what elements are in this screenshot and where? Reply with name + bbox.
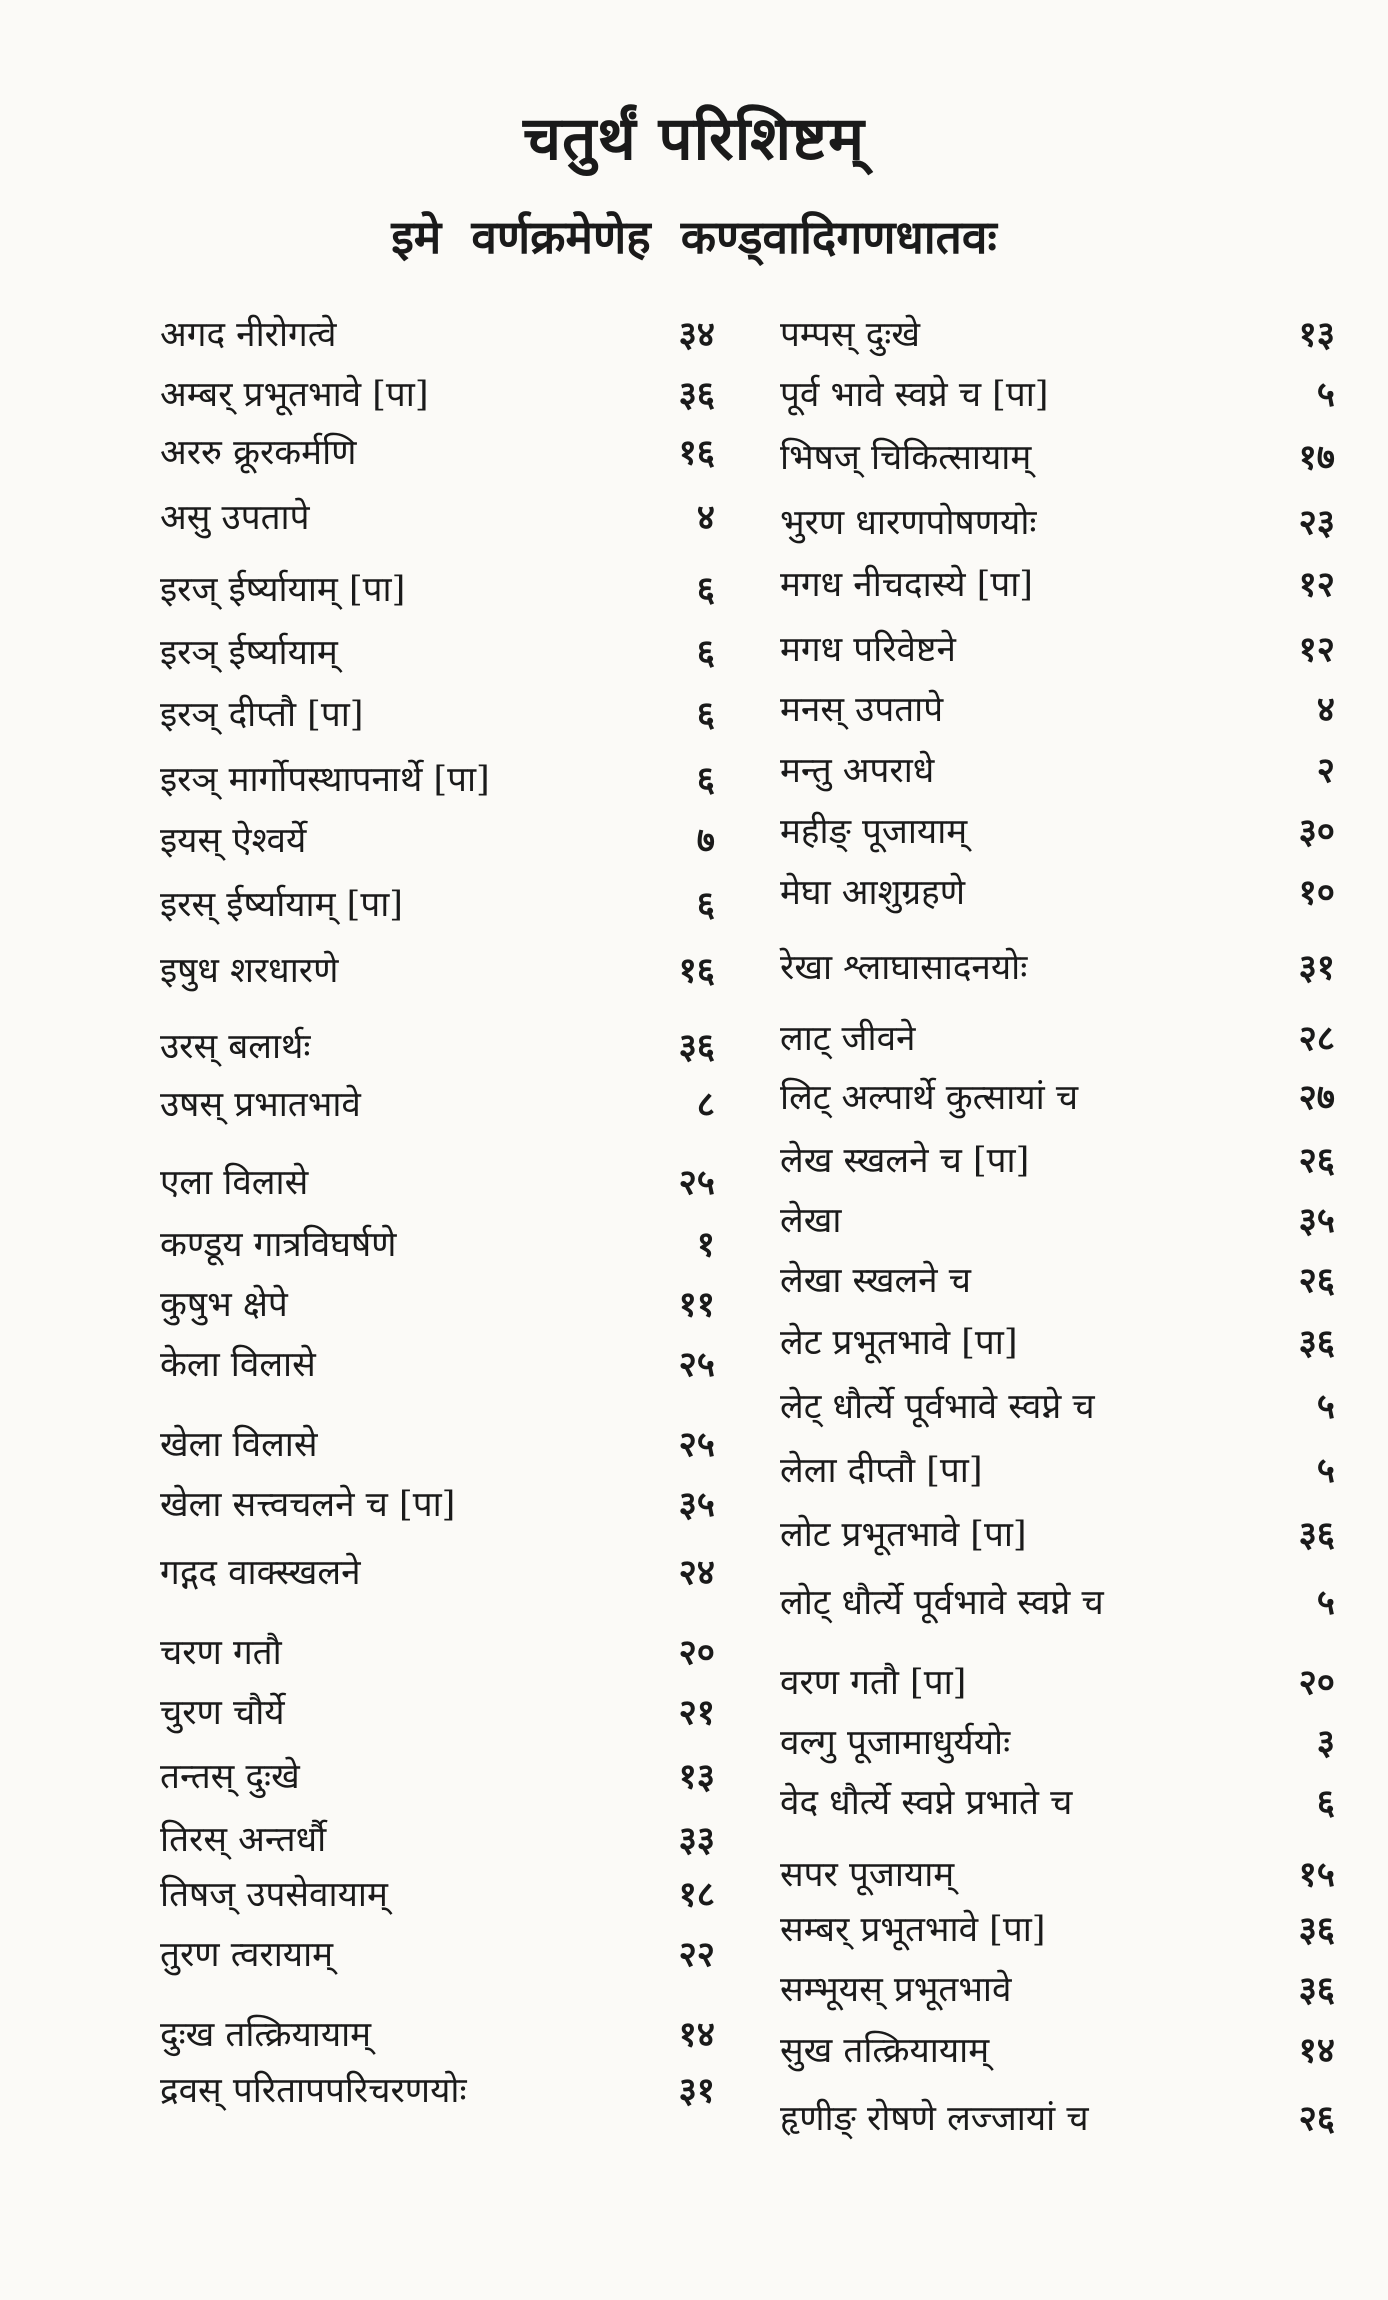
- dhatu-number: ३६: [1298, 1969, 1335, 2010]
- dhatu-number: ५: [1316, 374, 1335, 415]
- dhatu-term: लेखा: [780, 1201, 842, 1241]
- dhatu-term: लाट् जीवने: [780, 1019, 916, 1059]
- dhatu-number: १४: [678, 2014, 715, 2055]
- dhatu-number: ३६: [1298, 1322, 1335, 1363]
- dhatu-term: भिषज् चिकित्सायाम्: [780, 438, 1032, 478]
- right-index-entry: [780, 1845, 1335, 1905]
- dhatu-term: एला विलासे: [160, 1163, 309, 1203]
- left-index-entry: [160, 2061, 715, 2121]
- dhatu-number: ११: [678, 1284, 715, 1325]
- page-title: चतुर्थं परिशिष्टम्: [523, 104, 865, 174]
- dhatu-term: सम्बर् प्रभूतभावे [पा]: [780, 1910, 1046, 1950]
- dhatu-term: रेखा श्लाघासादनयोः: [780, 948, 1028, 988]
- right-index-entry: [780, 1773, 1335, 1833]
- left-index-entry: [160, 1017, 715, 1077]
- dhatu-number: २२: [678, 1934, 715, 1975]
- dhatu-number: २: [1316, 750, 1335, 791]
- dhatu-term: कुषुभ क्षेपे: [160, 1285, 288, 1325]
- left-index-entry: [160, 1475, 715, 1535]
- dhatu-number: १४: [1298, 2030, 1335, 2071]
- dhatu-number: १६: [678, 432, 715, 473]
- right-index-entry: [780, 1573, 1335, 1633]
- left-index-entry: [160, 1865, 715, 1925]
- left-index-entry: [160, 685, 715, 745]
- dhatu-term: हृणीङ् रोषणे लज्जायां च: [780, 2099, 1089, 2139]
- left-index-entry: [160, 560, 715, 620]
- dhatu-number: १: [696, 1224, 715, 1265]
- dhatu-number: ७: [696, 820, 715, 861]
- dhatu-term: खेला सत्त्वचलने च [पा]: [160, 1485, 456, 1525]
- right-index-entry: [780, 1653, 1335, 1713]
- dhatu-term: लेट प्रभूतभावे [पा]: [780, 1323, 1018, 1363]
- left-index-entry: [160, 941, 715, 1001]
- dhatu-term: इरस् ईर्ष्यायाम् [पा]: [160, 885, 403, 925]
- dhatu-number: ३६: [678, 1026, 715, 1067]
- dhatu-term: महीङ् पूजायाम्: [780, 812, 968, 852]
- left-index-entry: [160, 1075, 715, 1135]
- right-index-entry: [780, 1960, 1335, 2020]
- left-index-entry: [160, 623, 715, 683]
- dhatu-number: २७: [1298, 1077, 1335, 1118]
- dhatu-term: इरञ् मार्गोपस्थापनार्थे [पा]: [160, 760, 490, 800]
- dhatu-term: खेला विलासे: [160, 1425, 318, 1465]
- dhatu-number: ३५: [678, 1484, 715, 1525]
- dhatu-term: गद्गद वाक्स्खलने: [160, 1553, 361, 1593]
- dhatu-number: ६: [696, 694, 715, 735]
- right-index-entry: [780, 2021, 1335, 2081]
- left-index-entry: [160, 1275, 715, 1335]
- dhatu-term: पम्पस् दुःखे: [780, 315, 920, 355]
- dhatu-number: २६: [1298, 2098, 1335, 2139]
- dhatu-number: २६: [1298, 1140, 1335, 1181]
- left-index-entry: [160, 1810, 715, 1870]
- dhatu-number: ५: [1316, 1386, 1335, 1427]
- right-index-entry: [780, 555, 1335, 615]
- dhatu-term: द्रवस् परितापपरिचरणयोः: [160, 2071, 467, 2111]
- dhatu-term: केला विलासे: [160, 1345, 316, 1385]
- dhatu-term: तिरस् अन्तर्धौ: [160, 1820, 327, 1860]
- right-index-entry: [780, 1713, 1335, 1773]
- dhatu-number: ४: [1316, 689, 1335, 730]
- dhatu-term: असु उपतापे: [160, 498, 310, 538]
- left-index-entry: [160, 2005, 715, 2065]
- dhatu-number: १२: [1298, 629, 1335, 670]
- dhatu-number: २५: [678, 1424, 715, 1465]
- dhatu-term: लेख स्खलने च [पा]: [780, 1141, 1030, 1181]
- dhatu-number: ३०: [1298, 811, 1335, 852]
- left-index-entry: [160, 1415, 715, 1475]
- right-index-entry: [780, 1068, 1335, 1128]
- dhatu-term: लोट प्रभूतभावे [पा]: [780, 1515, 1027, 1555]
- dhatu-term: लेट् धौर्त्ये पूर्वभावे स्वप्ने च: [780, 1387, 1095, 1427]
- dhatu-number: ३१: [678, 2070, 715, 2111]
- left-index-entry: [160, 1335, 715, 1395]
- dhatu-number: २०: [678, 1632, 715, 1673]
- dhatu-number: २३: [1298, 502, 1335, 543]
- right-index-entry: [780, 1251, 1335, 1311]
- dhatu-number: ३६: [1298, 1514, 1335, 1555]
- dhatu-number: ६: [1316, 1782, 1335, 1823]
- right-index-entry: [780, 1441, 1335, 1501]
- dhatu-term: सम्भूयस् प्रभूतभावे: [780, 1970, 1012, 2010]
- dhatu-term: मनस् उपतापे: [780, 690, 944, 730]
- dhatu-number: २६: [1298, 1260, 1335, 1301]
- dhatu-number: ६: [696, 759, 715, 800]
- right-index-entry: [780, 1009, 1335, 1069]
- dhatu-number: १७: [1298, 437, 1335, 478]
- dhatu-number: ३४: [678, 314, 715, 355]
- dhatu-number: ६: [696, 884, 715, 925]
- dhatu-term: इरज् ईर्ष्यायाम् [पा]: [160, 570, 406, 610]
- dhatu-term: लिट् अल्पार्थे कुत्सायां च: [780, 1078, 1079, 1118]
- dhatu-term: तन्तस् दुःखे: [160, 1757, 300, 1797]
- dhatu-number: २०: [1298, 1662, 1335, 1703]
- dhatu-term: मेघा आशुग्रहणे: [780, 873, 966, 913]
- dhatu-term: वेद धौर्त्ये स्वप्ने प्रभाते च: [780, 1783, 1073, 1823]
- right-index-entry: [780, 620, 1335, 680]
- dhatu-number: ५: [1316, 1582, 1335, 1623]
- right-index-entry: [780, 2089, 1335, 2149]
- left-index-entry: [160, 488, 715, 548]
- right-index-entry: [780, 305, 1335, 365]
- dhatu-term: चुरण चौर्ये: [160, 1693, 285, 1733]
- dhatu-term: इरञ् दीप्तौ [पा]: [160, 695, 364, 735]
- left-index-entry: [160, 1747, 715, 1807]
- dhatu-term: अगद नीरोगत्वे: [160, 315, 337, 355]
- dhatu-term: तिषज् उपसेवायाम्: [160, 1875, 388, 1915]
- dhatu-number: २५: [678, 1344, 715, 1385]
- dhatu-number: २४: [678, 1552, 715, 1593]
- left-index-entry: [160, 1543, 715, 1603]
- right-index-entry: [780, 1313, 1335, 1373]
- dhatu-term: पूर्व भावे स्वप्ने च [पा]: [780, 375, 1049, 415]
- dhatu-term: अम्बर् प्रभूतभावे [पा]: [160, 375, 429, 415]
- right-index-entry: [780, 1191, 1335, 1251]
- left-index-entry: [160, 365, 715, 425]
- dhatu-number: ६: [696, 632, 715, 673]
- right-index-entry: [780, 802, 1335, 862]
- dhatu-number: १३: [1298, 314, 1335, 355]
- left-index-entry: [160, 1925, 715, 1985]
- right-index-entry: [780, 863, 1335, 923]
- dhatu-term: चरण गतौ: [160, 1633, 282, 1673]
- dhatu-term: लेखा स्खलने च: [780, 1261, 971, 1301]
- dhatu-number: ३: [1316, 1722, 1335, 1763]
- left-index-entry: [160, 811, 715, 871]
- right-index-entry: [780, 365, 1335, 425]
- dhatu-term: वरण गतौ [पा]: [780, 1663, 967, 1703]
- dhatu-number: ३३: [678, 1819, 715, 1860]
- dhatu-term: लेला दीप्तौ [पा]: [780, 1451, 983, 1491]
- left-index-entry: [160, 875, 715, 935]
- dhatu-term: इरञ् ईर्ष्यायाम्: [160, 633, 338, 673]
- dhatu-term: लोट् धौर्त्ये पूर्वभावे स्वप्ने च: [780, 1583, 1104, 1623]
- dhatu-number: ३६: [678, 374, 715, 415]
- dhatu-number: १५: [1298, 1854, 1335, 1895]
- dhatu-number: ४: [696, 497, 715, 538]
- right-index-entry: [780, 680, 1335, 740]
- dhatu-term: सुख तत्क्रियायाम्: [780, 2031, 990, 2071]
- dhatu-number: ३५: [1298, 1200, 1335, 1241]
- dhatu-term: भुरण धारणपोषणयोः: [780, 503, 1037, 543]
- dhatu-number: २८: [1298, 1018, 1335, 1059]
- dhatu-number: ३१: [1298, 947, 1335, 988]
- dhatu-term: वल्गु पूजामाधुर्ययोः: [780, 1723, 1011, 1763]
- dhatu-number: १०: [1298, 872, 1335, 913]
- dhatu-term: इयस् ऐश्वर्ये: [160, 821, 307, 861]
- dhatu-number: ३६: [1298, 1909, 1335, 1950]
- dhatu-number: ६: [696, 569, 715, 610]
- right-index-entry: [780, 1505, 1335, 1565]
- dhatu-number: १६: [678, 950, 715, 991]
- dhatu-number: २५: [678, 1162, 715, 1203]
- dhatu-number: १२: [1298, 564, 1335, 605]
- dhatu-term: दुःख तत्क्रियायाम्: [160, 2015, 372, 2055]
- left-index-entry: [160, 1153, 715, 1213]
- dhatu-term: मगध परिवेष्टने: [780, 630, 956, 670]
- right-index-entry: [780, 428, 1335, 488]
- dhatu-term: तुरण त्वरायाम्: [160, 1935, 334, 1975]
- dhatu-term: इषुध शरधारणे: [160, 951, 339, 991]
- dhatu-number: १३: [678, 1756, 715, 1797]
- dhatu-term: कण्डूय गात्रविघर्षणे: [160, 1225, 397, 1265]
- left-index-entry: [160, 305, 715, 365]
- dhatu-number: ८: [696, 1084, 715, 1125]
- dhatu-term: अररु क्रूरकर्मणि: [160, 433, 357, 473]
- dhatu-number: ५: [1316, 1450, 1335, 1491]
- dhatu-term: मन्तु अपराधे: [780, 751, 935, 791]
- left-index-entry: [160, 1215, 715, 1275]
- left-index-entry: [160, 423, 715, 483]
- right-index-entry: [780, 741, 1335, 801]
- dhatu-term: मगध नीचदास्ये [पा]: [780, 565, 1033, 605]
- right-index-entry: [780, 1900, 1335, 1960]
- page-subtitle: इमे वर्णक्रमेणेह कण्ड्वादिगणधातवः: [391, 210, 997, 264]
- dhatu-term: उरस् बलार्थः: [160, 1027, 311, 1067]
- dhatu-number: १८: [678, 1874, 715, 1915]
- left-index-entry: [160, 1623, 715, 1683]
- right-index-entry: [780, 1377, 1335, 1437]
- right-index-entry: [780, 493, 1335, 553]
- dhatu-number: २१: [678, 1692, 715, 1733]
- dhatu-term: सपर पूजायाम्: [780, 1855, 955, 1895]
- left-index-entry: [160, 1683, 715, 1743]
- dhatu-term: उषस् प्रभातभावे: [160, 1085, 361, 1125]
- left-index-entry: [160, 750, 715, 810]
- right-index-entry: [780, 1131, 1335, 1191]
- right-index-entry: [780, 938, 1335, 998]
